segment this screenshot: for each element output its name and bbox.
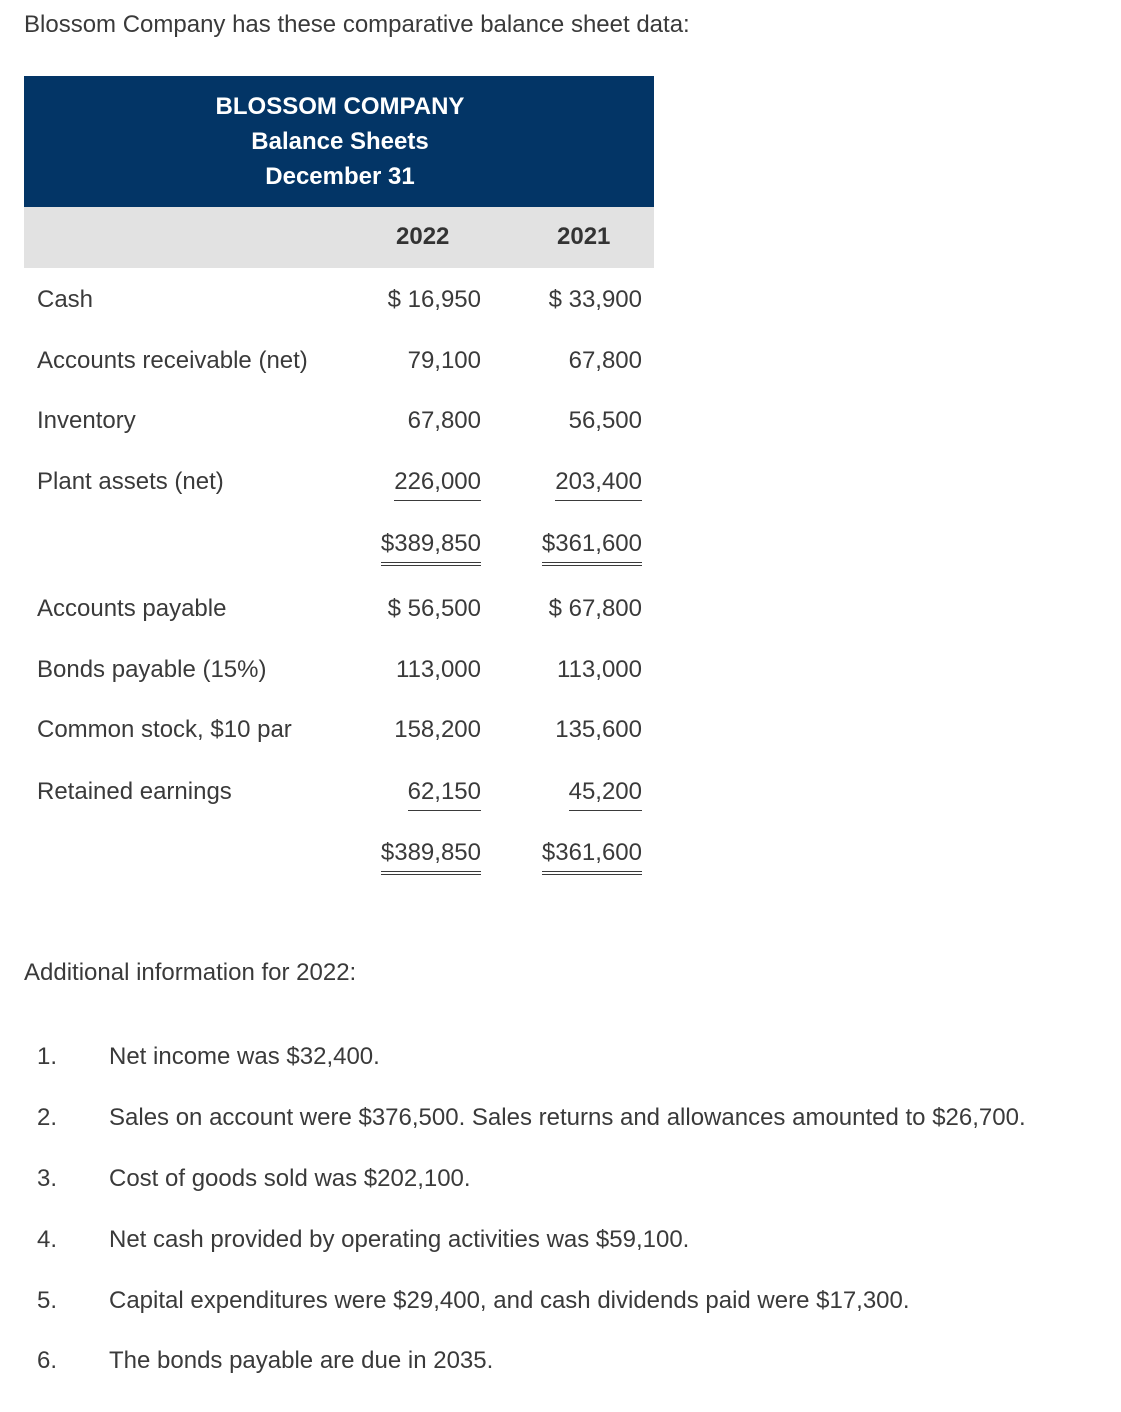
row-label: Cash <box>37 286 94 313</box>
list-item <box>0 1040 1121 1080</box>
table-row <box>24 462 654 502</box>
value-2021: 113,000 <box>557 656 642 683</box>
list-item <box>0 1223 1121 1263</box>
list-text: Capital expenditures were $29,400, and cash dividends paid were $17,300. <box>109 1287 910 1314</box>
list-text: The bonds payable are due in 2035. <box>109 1347 494 1374</box>
value-2022: $ 16,950 <box>387 286 481 313</box>
row-label: Retained earnings <box>37 778 232 805</box>
list-text: Net cash provided by operating activities was $59,100. <box>109 1226 690 1253</box>
additional-info-heading: Additional information for 2022: <box>24 959 357 986</box>
list-text: Cost of goods sold was $202,100. <box>109 1165 471 1192</box>
value-2022: 158,200 <box>394 716 481 743</box>
table-row <box>24 650 654 690</box>
total-assets-2021: $361,600 <box>542 527 642 566</box>
list-text: Sales on account were $376,500. Sales returns and allowances amounted to $26,700. <box>109 1104 1026 1131</box>
table-row <box>24 341 654 381</box>
total-liabilities-equity-2021: $361,600 <box>542 836 642 875</box>
list-number: 5. <box>37 1287 58 1314</box>
list-item <box>0 1162 1121 1202</box>
column-header-row <box>24 207 654 268</box>
value-2021: 67,800 <box>568 347 642 374</box>
value-2022: 79,100 <box>407 347 481 374</box>
row-label: Common stock, $10 par <box>37 716 292 743</box>
list-item <box>0 1344 1121 1384</box>
list-number: 2. <box>37 1104 58 1131</box>
column-header-2021: 2021 <box>557 223 611 250</box>
list-number: 6. <box>37 1347 58 1374</box>
total-liabilities-equity-row <box>24 833 654 873</box>
intro-text: Blossom Company has these comparative balance sheet data: <box>24 11 690 38</box>
statement-title: Balance Sheets <box>251 128 429 155</box>
value-2022: 226,000 <box>394 465 481 501</box>
value-2022: $ 56,500 <box>387 595 481 622</box>
company-name: BLOSSOM COMPANY <box>215 93 465 120</box>
statement-date: December 31 <box>265 163 415 190</box>
table-row <box>24 280 654 320</box>
row-label: Accounts receivable (net) <box>37 347 308 374</box>
total-assets-2022: $389,850 <box>381 527 481 566</box>
value-2022: 62,150 <box>408 775 481 811</box>
list-number: 1. <box>37 1043 58 1070</box>
value-2022: 67,800 <box>407 407 481 434</box>
list-item <box>0 1284 1121 1324</box>
value-2021: 45,200 <box>569 775 642 811</box>
value-2021: 56,500 <box>568 407 642 434</box>
balance-sheet-header <box>24 76 654 207</box>
total-liabilities-equity-2022: $389,850 <box>381 836 481 875</box>
list-item <box>0 1101 1121 1141</box>
table-row <box>24 772 654 812</box>
row-label: Inventory <box>37 407 136 434</box>
total-assets-row <box>24 524 654 564</box>
value-2021: $ 67,800 <box>548 595 642 622</box>
table-row <box>24 401 654 441</box>
value-2021: $ 33,900 <box>548 286 642 313</box>
column-header-2022: 2022 <box>396 223 450 250</box>
value-2022: 113,000 <box>396 656 481 683</box>
table-row <box>24 589 654 629</box>
balance-sheet-table <box>24 76 654 866</box>
list-number: 3. <box>37 1165 58 1192</box>
row-label: Accounts payable <box>37 595 227 622</box>
row-label: Bonds payable (15%) <box>37 656 267 683</box>
value-2021: 203,400 <box>555 465 642 501</box>
table-row <box>24 710 654 750</box>
list-number: 4. <box>37 1226 58 1253</box>
value-2021: 135,600 <box>555 716 642 743</box>
row-label: Plant assets (net) <box>37 468 224 495</box>
list-text: Net income was $32,400. <box>109 1043 380 1070</box>
